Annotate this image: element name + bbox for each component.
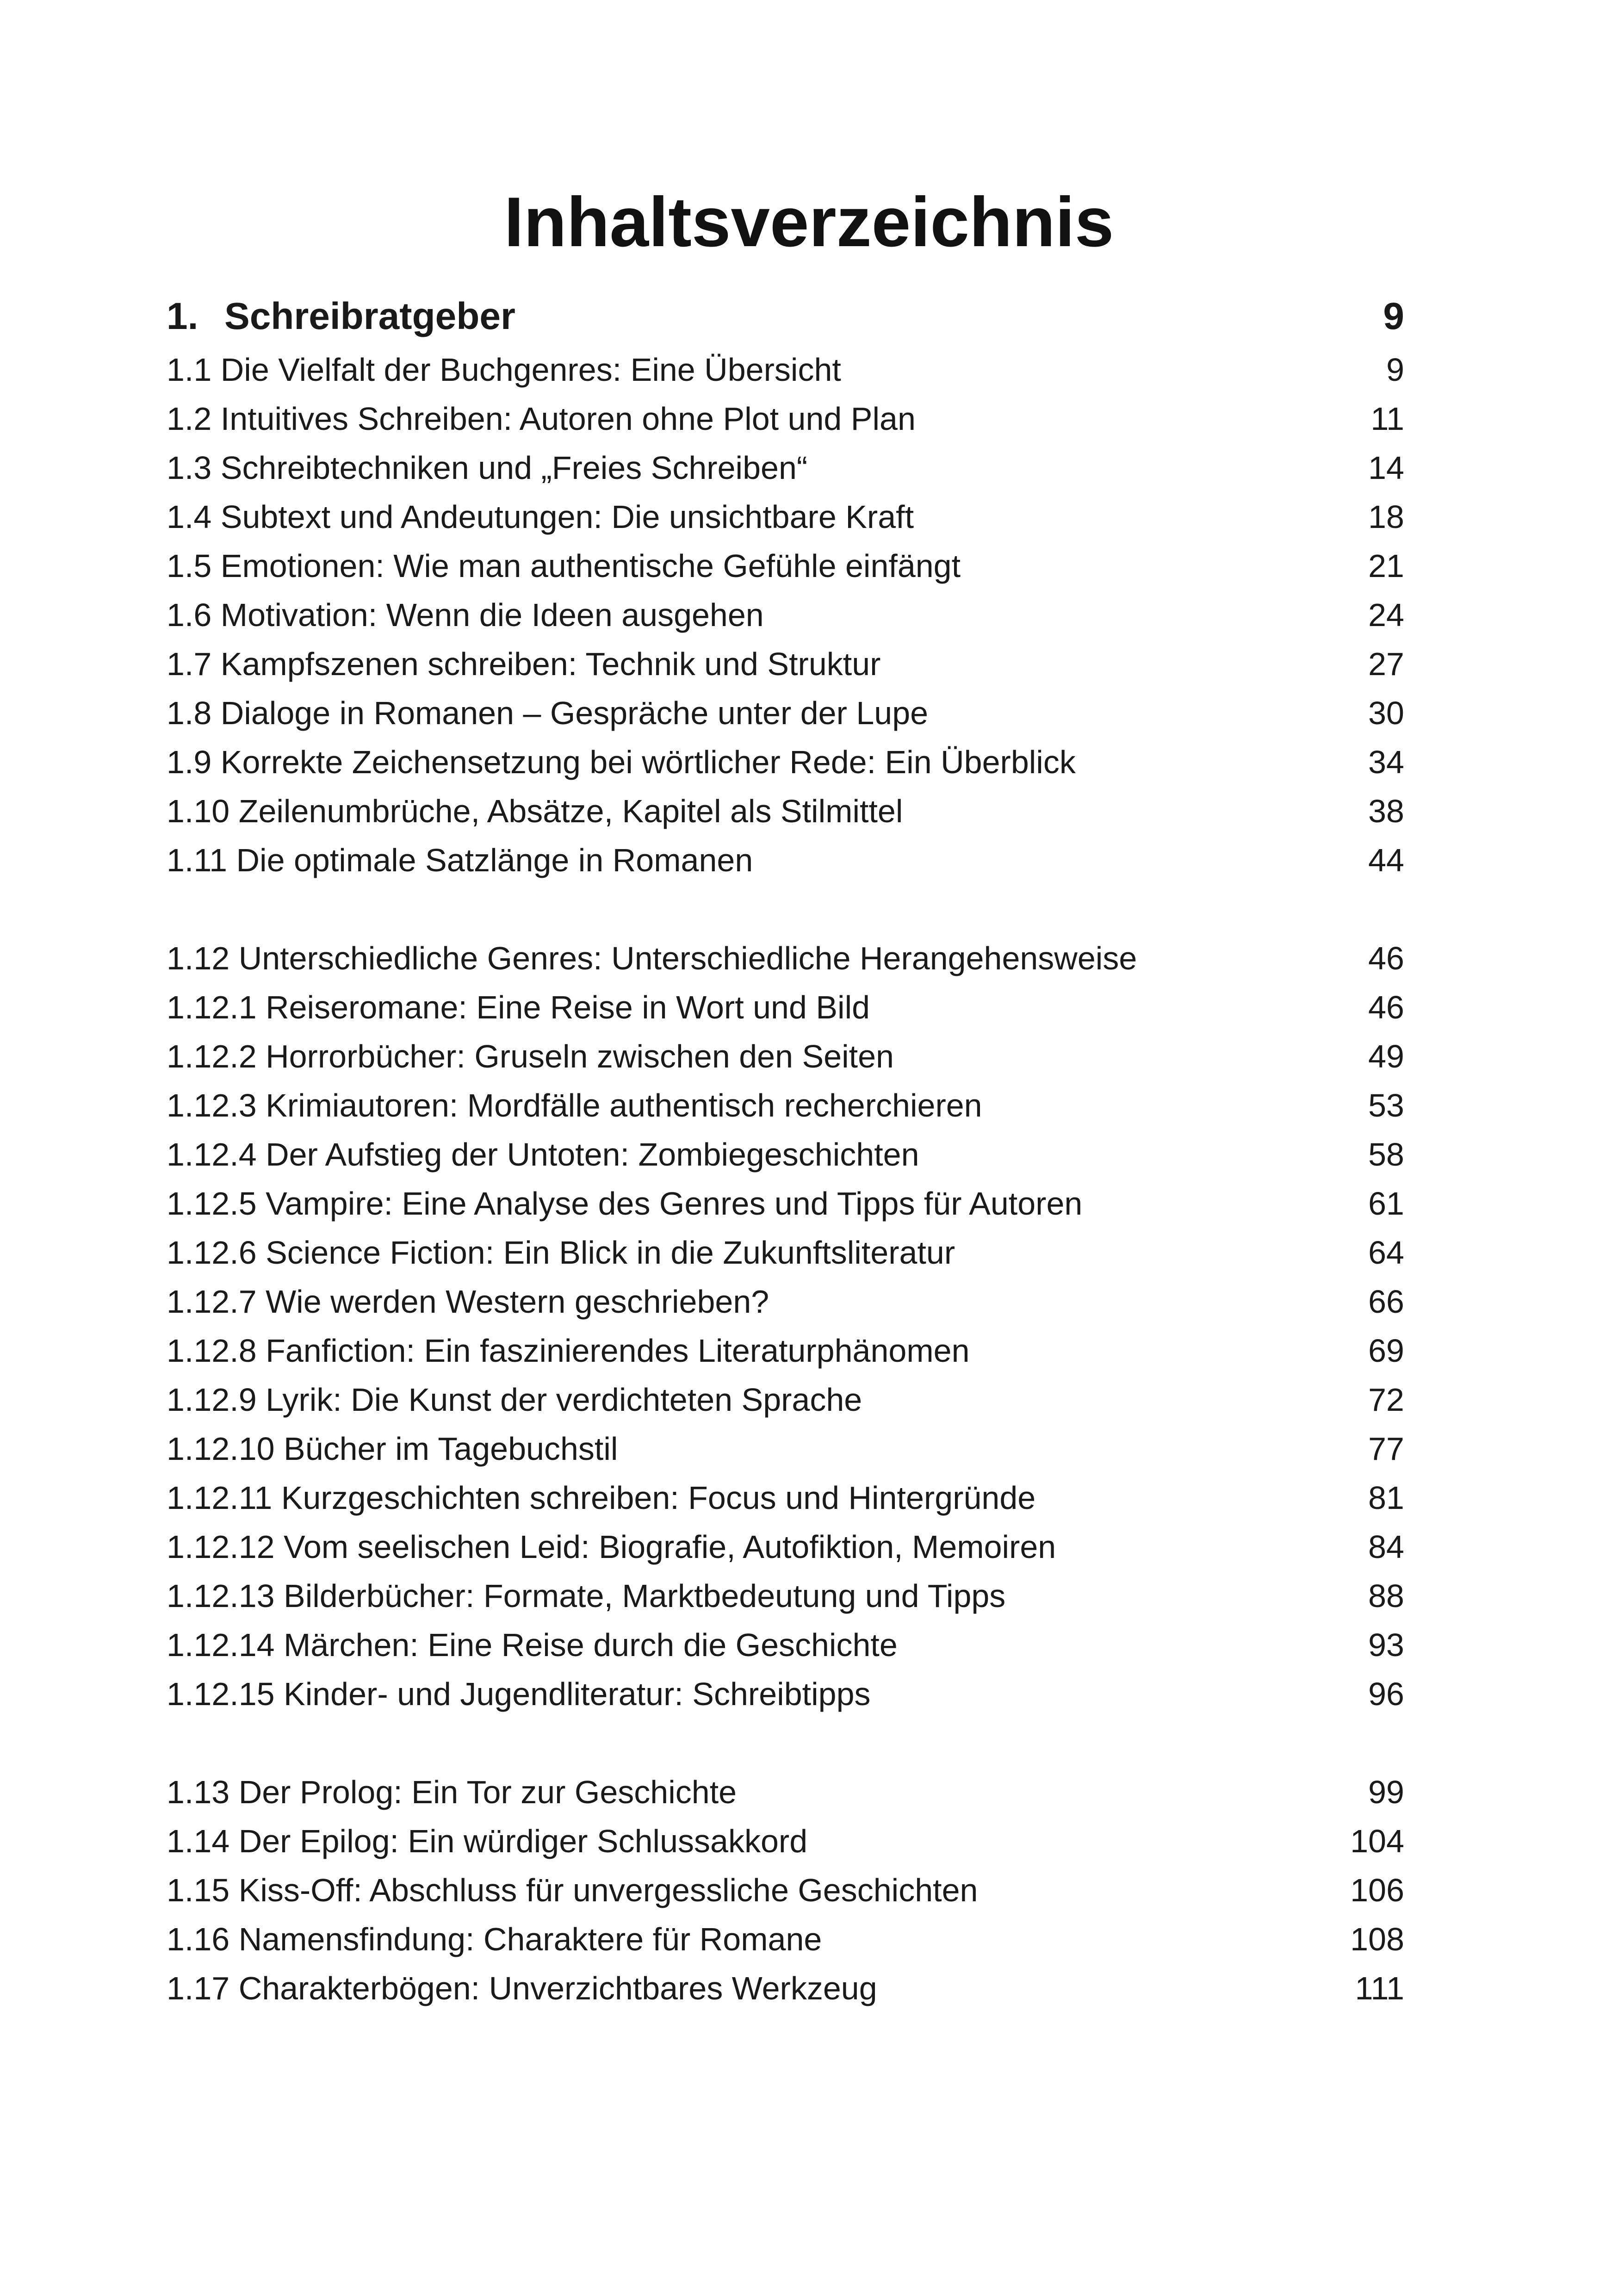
toc-entry-page: 11: [1370, 401, 1404, 437]
toc-entry[interactable]: [167, 1522, 1404, 1571]
toc-entry-label: 1.17 Charakterbögen: Unverzichtbares Werkzeug: [167, 1970, 877, 2006]
toc-entry-label: 1.14 Der Epilog: Ein würdiger Schlussakkord: [167, 1823, 808, 1859]
toc-entry-page: 61: [1368, 1185, 1404, 1222]
toc-entry-label: 1.12.4 Der Aufstieg der Untoten: Zombiegeschichten: [167, 1136, 919, 1173]
toc-chapter-number: 1.: [167, 295, 198, 337]
toc-entry[interactable]: [167, 1669, 1404, 1719]
toc-spacer: [167, 1719, 1404, 1768]
toc-entry-page: 46: [1368, 940, 1404, 976]
toc-entry-page: 49: [1368, 1038, 1404, 1074]
toc-entry-label: 1.10 Zeilenumbrüche, Absätze, Kapitel als Stilmittel: [167, 793, 903, 829]
toc-entry-page: 38: [1368, 793, 1404, 829]
toc-entry[interactable]: [167, 983, 1404, 1032]
toc-entry-page: 30: [1368, 695, 1404, 731]
toc-entry[interactable]: [167, 345, 1404, 394]
toc-entry-page: 34: [1368, 744, 1404, 780]
toc-entry-label: 1.3 Schreibtechniken und „Freies Schreiben“: [167, 450, 808, 486]
toc-entry[interactable]: [167, 787, 1404, 836]
toc-entry-label: 1.12.5 Vampire: Eine Analyse des Genres und Tipps für Autoren: [167, 1185, 1083, 1222]
toc-group-basics: [167, 345, 1404, 885]
toc-entry-label: 1.8 Dialoge in Romanen – Gespräche unter der Lupe: [167, 695, 929, 731]
toc-chapter-title: Schreibratgeber: [224, 295, 515, 337]
toc-entry-page: 77: [1368, 1431, 1404, 1467]
toc-entry-page: 108: [1350, 1921, 1404, 1957]
toc-spacer: [167, 885, 1404, 934]
toc-entry-page: 44: [1368, 842, 1404, 878]
toc-entry-label: 1.16 Namensfindung: Charaktere für Romane: [167, 1921, 822, 1957]
toc-entry-label: 1.11 Die optimale Satzlänge in Romanen: [167, 842, 753, 878]
toc-entry[interactable]: [167, 1817, 1404, 1866]
toc-entry-label: 1.12 Unterschiedliche Genres: Unterschiedliche Herangehensweise: [167, 940, 1137, 976]
toc-entry[interactable]: [167, 689, 1404, 738]
table-of-contents: [167, 288, 1404, 2013]
toc-group-genres: [167, 934, 1404, 1719]
toc-entry[interactable]: [167, 1866, 1404, 1915]
toc-group-structure: [167, 1768, 1404, 2013]
toc-entry-label: 1.9 Korrekte Zeichensetzung bei wörtlicher Rede: Ein Überblick: [167, 744, 1076, 780]
toc-entry-page: 88: [1368, 1578, 1404, 1614]
toc-entry-page: 104: [1350, 1823, 1404, 1859]
toc-entry[interactable]: [167, 639, 1404, 689]
toc-entry[interactable]: [167, 934, 1404, 983]
toc-chapter-page: 9: [1383, 295, 1404, 337]
toc-entry[interactable]: [167, 1424, 1404, 1473]
toc-entry-label: 1.12.1 Reiseromane: Eine Reise in Wort und Bild: [167, 989, 870, 1025]
toc-entry[interactable]: [167, 1228, 1404, 1277]
page-title: Inhaltsverzeichnis: [504, 183, 1114, 261]
toc-entry-page: 93: [1368, 1627, 1404, 1663]
toc-entry-page: 9: [1386, 352, 1404, 388]
toc-entry[interactable]: [167, 1473, 1404, 1522]
toc-entry-label: 1.12.8 Fanfiction: Ein faszinierendes Literaturphänomen: [167, 1333, 970, 1369]
toc-entry-label: 1.6 Motivation: Wenn die Ideen ausgehen: [167, 597, 764, 633]
toc-entry-page: 84: [1368, 1529, 1404, 1565]
toc-entry[interactable]: [167, 590, 1404, 639]
toc-entry-page: 99: [1368, 1774, 1404, 1810]
toc-entry-label: 1.12.6 Science Fiction: Ein Blick in die Zukunftsliteratur: [167, 1235, 955, 1271]
toc-entry-label: 1.2 Intuitives Schreiben: Autoren ohne Plot und Plan: [167, 401, 916, 437]
toc-entry-page: 69: [1368, 1333, 1404, 1369]
toc-entry[interactable]: [167, 1964, 1404, 2013]
toc-entry-label: 1.12.2 Horrorbücher: Gruseln zwischen den Seiten: [167, 1038, 894, 1074]
toc-entry-page: 66: [1368, 1284, 1404, 1320]
toc-entry[interactable]: [167, 492, 1404, 541]
toc-entry-label: 1.12.9 Lyrik: Die Kunst der verdichteten Sprache: [167, 1382, 862, 1418]
toc-entry-label: 1.12.11 Kurzgeschichten schreiben: Focus und Hintergründe: [167, 1480, 1036, 1516]
toc-entry-page: 96: [1368, 1676, 1404, 1712]
toc-entry-label: 1.12.13 Bilderbücher: Formate, Marktbedeutung und Tipps: [167, 1578, 1006, 1614]
toc-entry-label: 1.4 Subtext und Andeutungen: Die unsichtbare Kraft: [167, 499, 914, 535]
toc-entry-label: 1.12.12 Vom seelischen Leid: Biografie, Autofiktion, Memoiren: [167, 1529, 1056, 1565]
toc-entry-page: 24: [1368, 597, 1404, 633]
toc-entry-page: 111: [1355, 1970, 1404, 2006]
toc-entry-page: 81: [1368, 1480, 1404, 1516]
toc-entry[interactable]: [167, 1915, 1404, 1964]
toc-entry[interactable]: [167, 1277, 1404, 1326]
toc-entry-label: 1.12.3 Krimiautoren: Mordfälle authentisch recherchieren: [167, 1087, 982, 1123]
toc-entry-page: 46: [1368, 989, 1404, 1025]
toc-chapter-label: [167, 288, 515, 345]
toc-entry-page: 21: [1368, 548, 1404, 584]
toc-entry[interactable]: [167, 1375, 1404, 1424]
toc-entry-label: 1.7 Kampfszenen schreiben: Technik und Struktur: [167, 646, 881, 682]
toc-entry-label: 1.1 Die Vielfalt der Buchgenres: Eine Übersicht: [167, 352, 841, 388]
toc-entry-page: 58: [1368, 1136, 1404, 1173]
toc-entry-page: 106: [1350, 1872, 1404, 1908]
toc-entry-page: 53: [1368, 1087, 1404, 1123]
toc-entry-label: 1.12.7 Wie werden Western geschrieben?: [167, 1284, 769, 1320]
toc-entry-label: 1.12.14 Märchen: Eine Reise durch die Geschichte: [167, 1627, 898, 1663]
toc-entry[interactable]: [167, 1081, 1404, 1130]
toc-chapter-heading[interactable]: [167, 288, 1404, 345]
toc-entry[interactable]: [167, 1326, 1404, 1375]
toc-entry-label: 1.5 Emotionen: Wie man authentische Gefühle einfängt: [167, 548, 961, 584]
toc-entry[interactable]: [167, 738, 1404, 787]
toc-entry[interactable]: [167, 541, 1404, 590]
toc-entry[interactable]: [167, 394, 1404, 443]
toc-entry[interactable]: [167, 443, 1404, 492]
toc-entry[interactable]: [167, 1179, 1404, 1228]
toc-entry[interactable]: [167, 836, 1404, 885]
toc-entry-label: 1.12.10 Bücher im Tagebuchstil: [167, 1431, 618, 1467]
toc-entry-page: 18: [1368, 499, 1404, 535]
toc-entry-label: 1.12.15 Kinder- und Jugendliteratur: Schreibtipps: [167, 1676, 871, 1712]
toc-entry-page: 64: [1368, 1235, 1404, 1271]
toc-entry-page: 27: [1368, 646, 1404, 682]
toc-entry-label: 1.15 Kiss-Off: Abschluss für unvergessliche Geschichten: [167, 1872, 978, 1908]
toc-entry[interactable]: [167, 1571, 1404, 1620]
toc-entry[interactable]: [167, 1620, 1404, 1669]
toc-entry-label: 1.13 Der Prolog: Ein Tor zur Geschichte: [167, 1774, 737, 1810]
toc-entry[interactable]: [167, 1130, 1404, 1179]
toc-entry-page: 14: [1368, 450, 1404, 486]
toc-entry-page: 72: [1368, 1382, 1404, 1418]
toc-entry[interactable]: [167, 1768, 1404, 1817]
toc-entry[interactable]: [167, 1032, 1404, 1081]
